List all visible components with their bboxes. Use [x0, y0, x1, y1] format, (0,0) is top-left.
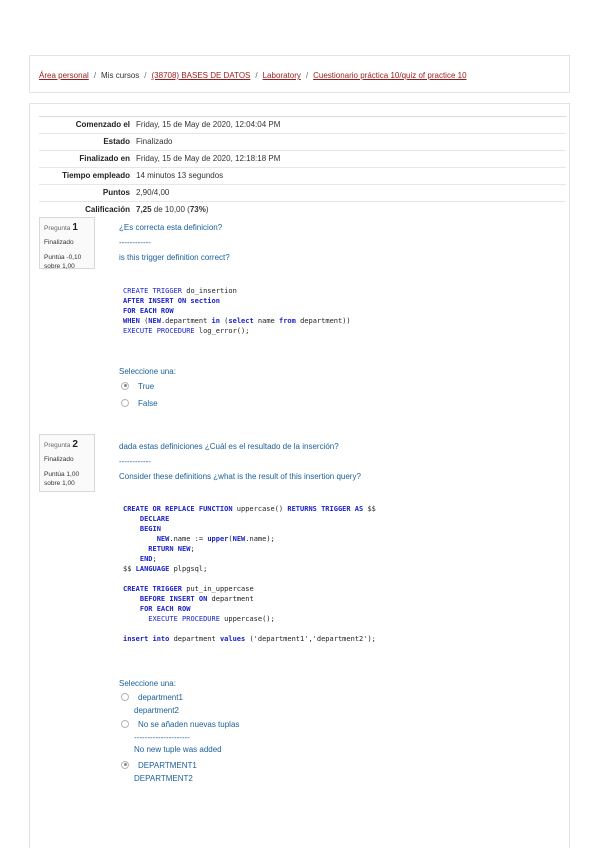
question-1-option-true[interactable]: [121, 382, 154, 391]
score-line: Puntúa 1,00: [44, 471, 80, 478]
radio-unchecked-icon[interactable]: [121, 399, 129, 407]
question-1-status: Finalizado: [44, 239, 74, 246]
score-line: Puntúa -0,10: [44, 254, 82, 261]
breadcrumb-area-personal-link[interactable]: Área personal: [39, 71, 89, 80]
radio-checked-icon[interactable]: [121, 382, 129, 390]
option-label: True: [138, 382, 155, 391]
question-2-option-1-sub: [132, 705, 179, 717]
code-line: CREATE OR REPLACE FUNCTION uppercase() RETURNS TRIGGER AS $$: [123, 505, 376, 513]
question-2-option-1[interactable]: [121, 693, 183, 702]
grade-out-of: de 10,00 (: [151, 205, 190, 214]
question-1-text: [119, 223, 230, 262]
summary-row-state: [39, 134, 566, 151]
breadcrumb-mis-cursos: Mis cursos: [101, 71, 140, 80]
option-label: False: [138, 399, 158, 408]
option-sub-line: department2: [134, 706, 179, 715]
code-line: EXECUTE PROCEDURE log_error();: [123, 327, 250, 335]
question-prefix: Pregunta: [44, 225, 71, 232]
radio-unchecked-icon[interactable]: [121, 720, 129, 728]
option-sub-line: No new tuple was added: [134, 745, 222, 754]
code-line: AFTER INSERT ON section: [123, 297, 220, 305]
question-2-score: [44, 470, 90, 488]
summary-row-started: [39, 117, 566, 134]
question-1-code-image: [123, 286, 351, 336]
code-line: WHEN (NEW.department in (select name from department)): [123, 317, 351, 325]
code-line: insert into department values ('department1','department2');: [123, 635, 376, 643]
breadcrumb: [39, 71, 467, 80]
breadcrumb-separator: /: [144, 71, 147, 80]
summary-label: Calificación: [39, 202, 136, 219]
question-2-option-2-sub: [132, 732, 222, 756]
question-1-option-false[interactable]: [121, 399, 158, 408]
summary-row-finished: [39, 151, 566, 168]
option-label: department1: [138, 693, 183, 702]
code-line: EXECUTE PROCEDURE uppercase();: [148, 615, 275, 623]
summary-row-time-taken: [39, 168, 566, 185]
question-number: 2: [72, 439, 78, 450]
code-line: FOR EACH ROW: [139, 605, 191, 613]
code-line: BEGIN: [139, 525, 161, 533]
breadcrumb-separator: /: [305, 71, 309, 80]
code-line: BEFORE INSERT ON department: [139, 595, 254, 603]
grade-value: 7,25: [136, 205, 152, 214]
code-line: [123, 625, 127, 633]
option-label: DEPARTMENT1: [138, 761, 197, 770]
option-label: No se añaden nuevas tuplas: [138, 720, 240, 729]
grade-percent: 73%: [189, 205, 206, 214]
question-text-en: is this trigger definition correct?: [119, 253, 230, 262]
option-sub-line: ---------------------: [134, 733, 190, 742]
score-line: sobre 1,00: [44, 480, 75, 487]
summary-value: 2,90/4,00: [136, 185, 566, 202]
code-line: FOR EACH ROW: [123, 307, 174, 315]
question-2-select-label: Seleccione una:: [119, 679, 176, 688]
summary-label: Comenzado el: [39, 117, 136, 134]
code-line: [123, 575, 127, 583]
question-1-select-label: Seleccione una:: [119, 367, 176, 376]
quiz-review-panel: [29, 103, 570, 848]
code-line: END;: [139, 555, 157, 563]
summary-label: Puntos: [39, 185, 136, 202]
question-2-number: [44, 439, 90, 450]
question-2-status: Finalizado: [44, 456, 74, 463]
summary-label: Tiempo empleado: [39, 168, 136, 185]
question-2-option-2[interactable]: [121, 720, 239, 729]
code-line: CREATE TRIGGER do_insertion: [123, 287, 237, 295]
breadcrumb-laboratory-link[interactable]: Laboratory: [262, 71, 301, 80]
breadcrumb-separator: /: [93, 71, 97, 80]
radio-checked-icon[interactable]: [121, 761, 129, 769]
code-line: DECLARE: [139, 515, 170, 523]
question-number: 1: [72, 222, 78, 233]
code-line: NEW.name := upper(NEW.name);: [156, 535, 275, 543]
breadcrumb-separator: /: [255, 71, 258, 80]
question-2-text: [119, 442, 361, 481]
summary-label: Finalizado en: [39, 151, 136, 168]
question-1-number: [44, 222, 90, 233]
score-line: sobre 1,00: [44, 263, 75, 270]
breadcrumb-quiz-link[interactable]: Cuestionario práctica 10/quiz of practice 10: [313, 71, 467, 80]
summary-value: Finalizado: [136, 134, 566, 151]
question-separator: ------------: [119, 238, 151, 247]
summary-value: [136, 202, 566, 219]
summary-value: Friday, 15 de May de 2020, 12:18:18 PM: [136, 151, 566, 168]
summary-label: Estado: [39, 134, 136, 151]
grade-close-paren: ): [205, 205, 209, 214]
question-text-es: ¿Es correcta esta definicion?: [119, 223, 223, 232]
question-1-score: [44, 253, 90, 271]
question-separator: ------------: [119, 457, 151, 466]
attempt-summary-table: [39, 116, 566, 218]
breadcrumb-bar: [29, 55, 570, 93]
code-line: RETURN NEW;: [148, 545, 195, 553]
summary-value: 14 minutos 13 segundos: [136, 168, 566, 185]
question-2-info: [39, 434, 95, 492]
question-1-info: [39, 217, 95, 269]
code-line: CREATE TRIGGER put_in_uppercase: [123, 585, 254, 593]
question-prefix: Pregunta: [44, 442, 71, 449]
summary-row-grade: [39, 202, 566, 219]
code-line: $$ LANGUAGE plpgsql;: [123, 565, 208, 573]
question-text-en: Consider these definitions ¿what is the result of this insertion query?: [119, 472, 361, 481]
summary-value: Friday, 15 de May de 2020, 12:04:04 PM: [136, 117, 566, 134]
radio-unchecked-icon[interactable]: [121, 693, 129, 701]
breadcrumb-course-link[interactable]: (38708) BASES DE DATOS: [151, 71, 251, 80]
summary-row-points: [39, 185, 566, 202]
option-sub-line: DEPARTMENT2: [134, 774, 193, 783]
question-2-option-3-sub: [132, 773, 193, 785]
question-2-code-image: [123, 504, 376, 644]
question-text-es: dada estas definiciones ¿Cuál es el resultado de la inserción?: [119, 442, 339, 451]
question-2-option-3[interactable]: [121, 761, 197, 770]
